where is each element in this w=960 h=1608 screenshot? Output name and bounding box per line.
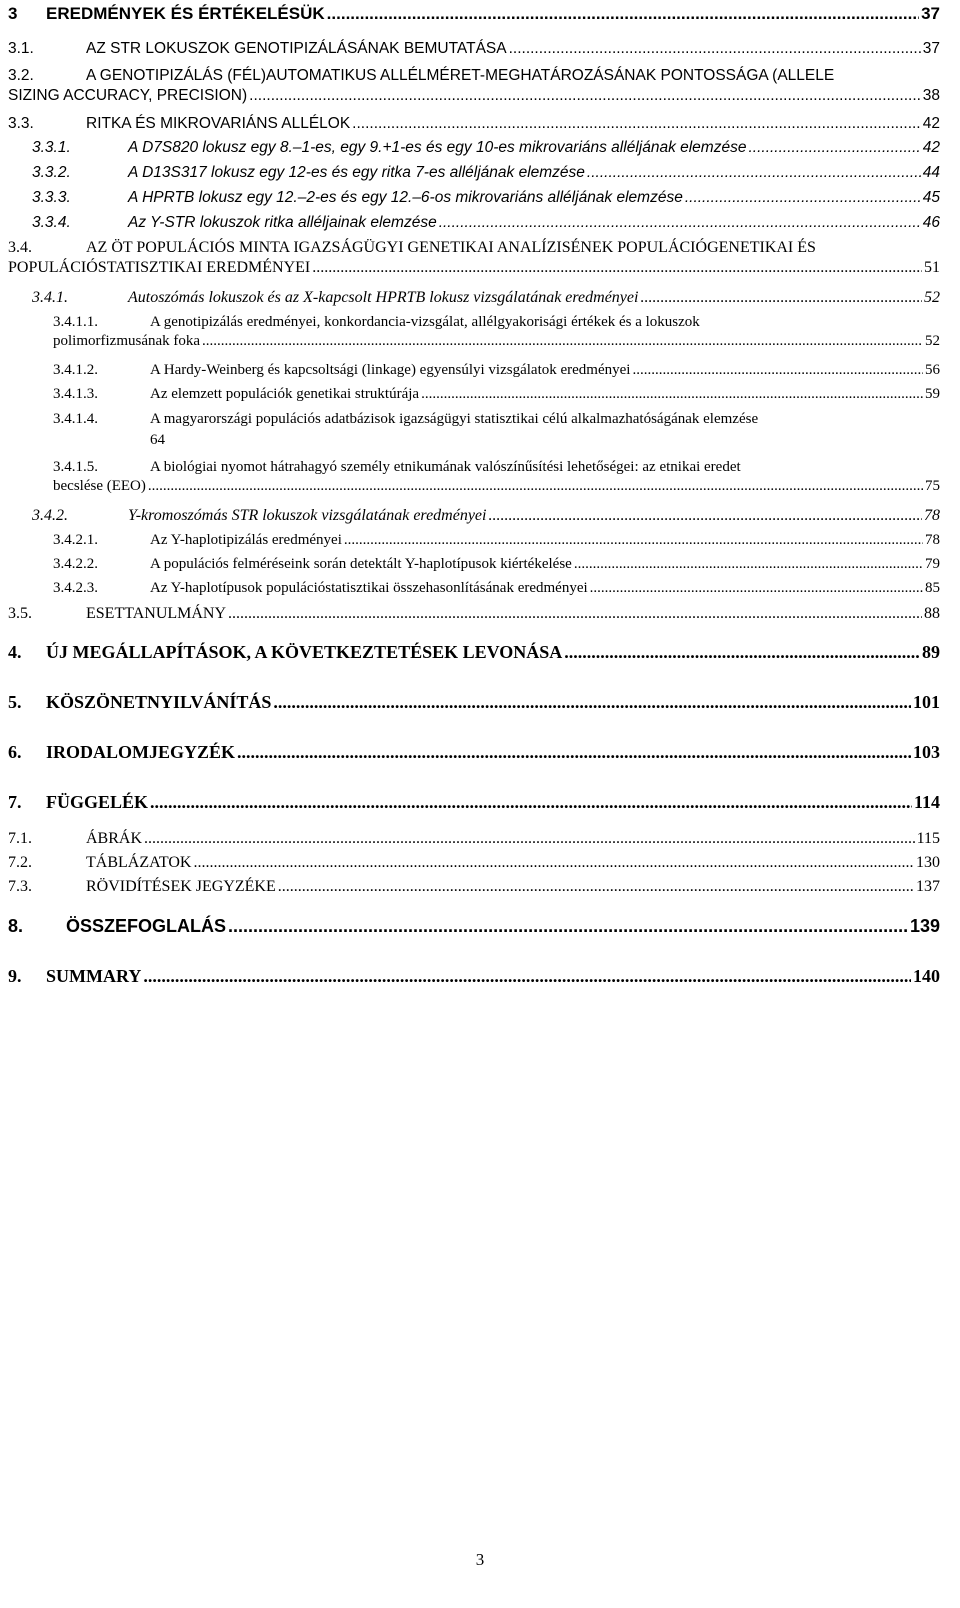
toc-entry <box>32 189 940 207</box>
toc-page: 75 <box>925 478 940 494</box>
toc-title: ÚJ MEGÁLLAPÍTÁSOK, A KÖVETKEZTETÉSEK LEVONÁSA <box>46 642 563 662</box>
toc-page: 45 <box>922 189 940 206</box>
toc-title: KÖSZÖNETNYILVÁNÍTÁS <box>46 692 272 712</box>
toc-leader <box>640 289 922 307</box>
toc-entry <box>53 411 940 449</box>
toc-entry <box>8 792 940 813</box>
toc-number: 7. <box>8 792 22 812</box>
toc-page: 37 <box>922 40 940 57</box>
toc-number: 3.4.1.4. <box>53 411 98 427</box>
toc-entry <box>8 115 940 133</box>
toc-entry <box>8 692 940 713</box>
toc-entry <box>8 916 940 937</box>
toc-number: 3.4.1.1. <box>53 314 98 330</box>
toc-entry <box>32 214 940 232</box>
toc-number: 3.4.1.3. <box>53 386 98 402</box>
toc-title: AZ STR LOKUSZOK GENOTIPIZÁLÁSÁNAK BEMUTATÁSA <box>86 40 507 57</box>
toc-entry <box>32 289 940 307</box>
toc-leader <box>632 362 923 379</box>
toc-page: 64 <box>150 432 165 448</box>
toc-entry <box>53 459 940 495</box>
toc-number: 3.4.2.2. <box>53 556 98 572</box>
toc-leader <box>352 115 921 133</box>
toc-entry <box>53 314 940 350</box>
toc-title: Autoszómás lokuszok és az X-kapcsolt HPRTB lokusz vizsgálatának eredményei <box>128 289 639 306</box>
toc-entry <box>53 362 940 379</box>
toc-page: 59 <box>925 386 940 402</box>
toc-number: 3 <box>8 4 18 23</box>
toc-leader <box>327 4 919 24</box>
toc-entry <box>8 854 940 872</box>
toc-number: 8. <box>8 916 24 936</box>
toc-leader <box>685 189 921 207</box>
toc-page: 85 <box>925 580 940 596</box>
toc-number: 3.4.2.3. <box>53 580 98 596</box>
toc-page: 78 <box>924 507 940 524</box>
toc-number: 6. <box>8 742 22 762</box>
toc-page: 42 <box>922 139 940 156</box>
toc-title: A D7S820 lokusz egy 8.–1-es, egy 9.+1-es és egy 10-es mikrovariáns alléljának elemzése <box>128 139 747 156</box>
toc-leader <box>249 87 921 105</box>
toc-page: 51 <box>924 259 940 276</box>
toc-number: 3.4.1.2. <box>53 362 98 378</box>
toc-page: 140 <box>913 966 940 986</box>
toc-page: 89 <box>922 642 940 662</box>
toc-title: A Hardy-Weinberg és kapcsoltsági (linkage) egyensúlyi vizsgálatok eredményei <box>150 362 631 378</box>
toc-number: 7.1. <box>8 830 32 847</box>
toc-page: 130 <box>916 854 940 871</box>
toc-number: 3.2. <box>8 67 34 84</box>
toc-number: 3.4.1. <box>32 289 68 306</box>
toc-page: 79 <box>925 556 940 572</box>
toc-title: AZ ÖT POPULÁCIÓS MINTA IGAZSÁGÜGYI GENETIKAI ANALÍZISÉNEK POPULÁCIÓGENETIKAI ÉS <box>86 239 816 256</box>
toc-entry <box>8 67 940 105</box>
toc-leader <box>344 532 923 549</box>
toc-entry <box>8 40 940 58</box>
toc-title: ÖSSZEFOGLALÁS <box>66 916 227 936</box>
toc-entry <box>53 556 940 573</box>
toc-page: 101 <box>913 692 940 712</box>
toc-title: A HPRTB lokusz egy 12.–2-es és egy 12.–6-os mikrovariáns alléljának elemzése <box>128 189 683 206</box>
toc-entry <box>53 386 940 403</box>
toc-title: IRODALOMJEGYZÉK <box>46 742 236 762</box>
toc-page: 52 <box>924 289 940 306</box>
toc-number: 9. <box>8 966 22 986</box>
toc-title: TÁBLÁZATOK <box>86 854 192 871</box>
toc-leader <box>237 742 911 763</box>
toc-page: 137 <box>916 878 940 895</box>
toc-leader <box>273 692 911 713</box>
toc-entry <box>53 580 940 597</box>
toc-title: Az elemzett populációk genetikai struktúrája <box>150 386 420 402</box>
toc-leader <box>574 556 923 573</box>
toc-title: A populációs felméréseink során detektált Y-haplotípusok kiértékelése <box>150 556 572 572</box>
toc-leader <box>228 916 908 937</box>
toc-entry <box>32 507 940 525</box>
toc-entry <box>8 642 940 663</box>
toc-number: 3.3.2. <box>32 164 71 181</box>
toc-title: A magyarországi populációs adatbázisok igazságügyi statisztikai célú alkalmazhatóságának elemzése <box>150 411 759 427</box>
toc-number: 3.5. <box>8 605 32 622</box>
toc-leader <box>143 966 911 987</box>
toc-number: 3.4.2. <box>32 507 68 524</box>
toc-page: 139 <box>909 916 940 936</box>
toc-number: 3.3.4. <box>32 214 71 231</box>
toc-title: A genotipizálás eredményei, konkordancia-vizsgálat, allélgyakorisági értékek és a lokuszok <box>150 314 700 330</box>
toc-page: 103 <box>913 742 940 762</box>
toc-leader <box>202 333 923 350</box>
toc-leader <box>148 478 923 495</box>
toc-page: 88 <box>924 605 940 622</box>
toc-title: ÁBRÁK <box>86 830 143 847</box>
toc-entry <box>32 164 940 182</box>
toc-number: 5. <box>8 692 22 712</box>
toc-leader <box>509 40 921 58</box>
toc-number: 3.3.3. <box>32 189 71 206</box>
toc-number: 3.4. <box>8 239 32 256</box>
toc-page: 56 <box>925 362 940 378</box>
toc-number: 4. <box>8 642 22 662</box>
toc-number: 3.4.2.1. <box>53 532 98 548</box>
toc-number: 3.3.1. <box>32 139 71 156</box>
toc-title-continued: polimorfizmusának foka <box>53 333 201 349</box>
toc-entry <box>8 239 940 277</box>
toc-title: Az Y-haplotipizálás eredményei <box>150 532 342 548</box>
toc-leader <box>193 854 914 872</box>
toc-number: 3.4.1.5. <box>53 459 98 475</box>
toc-number: 7.3. <box>8 878 32 895</box>
toc-entry <box>8 830 940 848</box>
toc-entry <box>32 139 940 157</box>
toc-page: 46 <box>922 214 940 231</box>
toc-title: EREDMÉNYEK ÉS ÉRTÉKELÉSÜK <box>46 4 325 23</box>
toc-leader <box>421 386 923 403</box>
toc-page: 42 <box>922 115 940 132</box>
toc-leader <box>228 605 922 623</box>
toc-leader <box>144 830 915 848</box>
toc-page: 37 <box>921 4 940 23</box>
toc-number: 3.1. <box>8 40 34 57</box>
toc-leader <box>590 580 923 597</box>
toc-title: A D13S317 lokusz egy 12-es és egy ritka 7-es alléljának elemzése <box>128 164 585 181</box>
toc-entry <box>8 605 940 623</box>
toc-leader <box>278 878 914 896</box>
toc-title-continued: SIZING ACCURACY, PRECISION) <box>8 87 248 104</box>
toc-entry <box>8 4 940 24</box>
toc-page: 38 <box>922 87 940 104</box>
toc-title: A biológiai nyomot hátrahagyó személy etnikumának valószínűsítési lehetőségei: az etnikai eredet <box>150 459 741 475</box>
toc-number: 3.3. <box>8 115 34 132</box>
toc-page: 44 <box>922 164 940 181</box>
toc-number: 7.2. <box>8 854 32 871</box>
page-number: 3 <box>475 1550 485 1569</box>
toc-title: Y-kromoszómás STR lokuszok vizsgálatának eredményei <box>128 507 487 524</box>
toc-title: RITKA ÉS MIKROVARIÁNS ALLÉLOK <box>86 115 351 132</box>
toc-title: RÖVIDÍTÉSEK JEGYZÉKE <box>86 878 276 895</box>
toc-page: 114 <box>913 792 940 812</box>
toc-leader <box>312 259 922 277</box>
toc-entry <box>53 532 940 549</box>
toc-title-continued: POPULÁCIÓSTATISZTIKAI EREDMÉNYEI <box>8 259 311 276</box>
toc-leader <box>439 214 921 232</box>
toc-leader <box>587 164 921 182</box>
toc-leader <box>488 507 922 525</box>
toc-title: A GENOTIPIZÁLÁS (FÉL)AUTOMATIKUS ALLÉLMÉRET-MEGHATÁROZÁSÁNAK PONTOSSÁGA (ALLELE <box>86 67 835 84</box>
toc-title-continued: becslése (EEO) <box>53 478 146 494</box>
toc-leader <box>748 139 920 157</box>
toc-leader <box>564 642 920 663</box>
toc-entry <box>8 966 940 987</box>
toc-title: SUMMARY <box>46 966 142 986</box>
toc-entry <box>8 878 940 896</box>
toc-page: 78 <box>925 532 940 548</box>
toc-page: 52 <box>925 333 940 349</box>
toc-title: ESETTANULMÁNY <box>86 605 227 622</box>
toc-entry <box>8 742 940 763</box>
toc-title: FÜGGELÉK <box>46 792 149 812</box>
toc-title: Az Y-STR lokuszok ritka alléljainak elemzése <box>128 214 437 231</box>
toc-title: Az Y-haplotípusok populációstatisztikai összehasonlításának eredményei <box>150 580 588 596</box>
toc-leader <box>150 792 912 813</box>
toc-page: 115 <box>916 830 940 847</box>
